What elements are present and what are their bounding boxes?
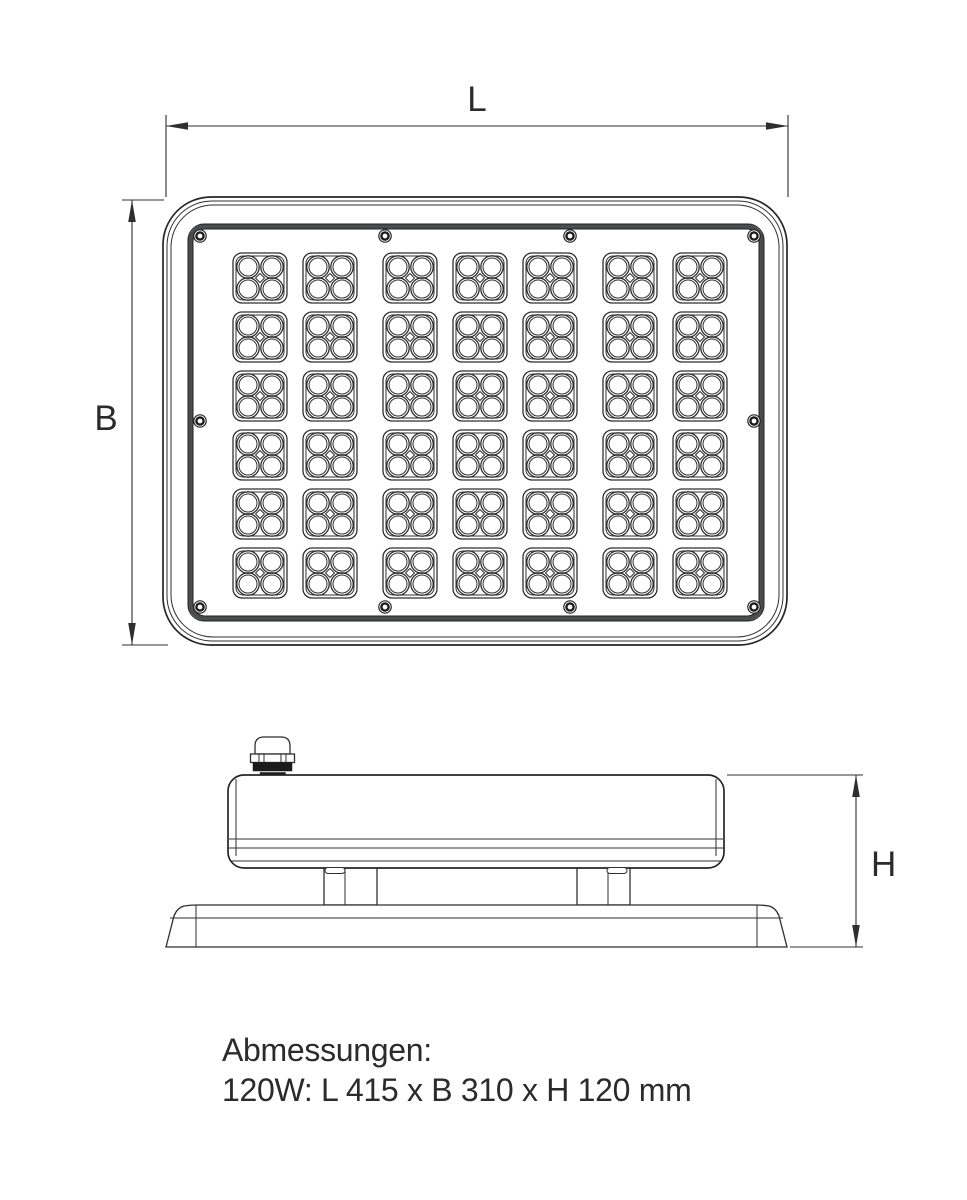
- led-module: [453, 371, 507, 421]
- side-view: [166, 737, 787, 947]
- screw-icon: [748, 415, 760, 427]
- led-module: [523, 312, 577, 362]
- led-module: [523, 253, 577, 303]
- screw-icon: [194, 601, 206, 613]
- led-module: [523, 489, 577, 539]
- caption: [222, 1032, 691, 1108]
- led-module: [673, 548, 727, 598]
- led-module: [673, 430, 727, 480]
- led-module: [453, 548, 507, 598]
- led-module: [383, 548, 437, 598]
- dimension-b: [94, 200, 168, 645]
- length-label: L: [467, 80, 487, 119]
- led-module: [603, 430, 657, 480]
- h-arrow-top: [852, 775, 860, 797]
- led-module: [523, 548, 577, 598]
- top-view: [163, 197, 787, 645]
- l-arrow-left: [166, 122, 188, 130]
- led-module: [603, 371, 657, 421]
- dimension-l: [166, 80, 788, 197]
- led-module: [383, 253, 437, 303]
- led-module: [303, 371, 357, 421]
- housing-profile: [228, 775, 724, 868]
- led-module: [303, 430, 357, 480]
- cable-gland-dome: [255, 737, 290, 754]
- led-module: [603, 489, 657, 539]
- led-module: [233, 548, 287, 598]
- screw-icon: [379, 601, 391, 613]
- housing-body: [228, 775, 724, 868]
- screw-icon: [564, 601, 576, 613]
- screw-icon: [194, 230, 206, 242]
- screw-icon: [379, 230, 391, 242]
- bracket-outline: [166, 905, 787, 947]
- led-array: [233, 253, 727, 598]
- led-module: [453, 489, 507, 539]
- led-module: [303, 312, 357, 362]
- mounting-bracket: [166, 905, 787, 947]
- foot-left-tab: [325, 868, 345, 874]
- led-module: [453, 253, 507, 303]
- b-arrow-top: [128, 200, 136, 222]
- caption-dimensions: 120W: L 415 x B 310 x H 120 mm: [222, 1072, 692, 1108]
- led-module: [383, 371, 437, 421]
- b-arrow-bottom: [128, 623, 136, 645]
- led-module: [603, 253, 657, 303]
- screw-icon: [194, 415, 206, 427]
- cable-gland-lock-ring: [253, 763, 292, 772]
- led-module: [523, 430, 577, 480]
- led-module: [233, 253, 287, 303]
- led-module: [383, 312, 437, 362]
- width-label: B: [94, 399, 118, 438]
- led-module: [233, 430, 287, 480]
- caption-title: Abmessungen:: [222, 1032, 432, 1068]
- h-arrow-bottom: [852, 925, 860, 947]
- cable-gland-nut: [251, 754, 295, 763]
- screw-icon: [748, 601, 760, 613]
- led-module: [673, 253, 727, 303]
- mounting-feet: [324, 867, 630, 905]
- led-module: [303, 548, 357, 598]
- led-module: [233, 371, 287, 421]
- led-module: [383, 489, 437, 539]
- led-module: [383, 430, 437, 480]
- led-module: [233, 312, 287, 362]
- led-module: [453, 430, 507, 480]
- screw-icon: [564, 230, 576, 242]
- led-module: [523, 371, 577, 421]
- height-label: H: [871, 845, 897, 884]
- l-arrow-right: [766, 122, 788, 130]
- led-module: [673, 489, 727, 539]
- led-module: [233, 489, 287, 539]
- led-module: [603, 312, 657, 362]
- led-module: [303, 489, 357, 539]
- cable-gland: [251, 737, 295, 777]
- led-module: [303, 253, 357, 303]
- led-module: [603, 548, 657, 598]
- led-module: [673, 371, 727, 421]
- led-module: [673, 312, 727, 362]
- led-module: [453, 312, 507, 362]
- foot-right-tab: [607, 868, 627, 874]
- screw-icon: [748, 230, 760, 242]
